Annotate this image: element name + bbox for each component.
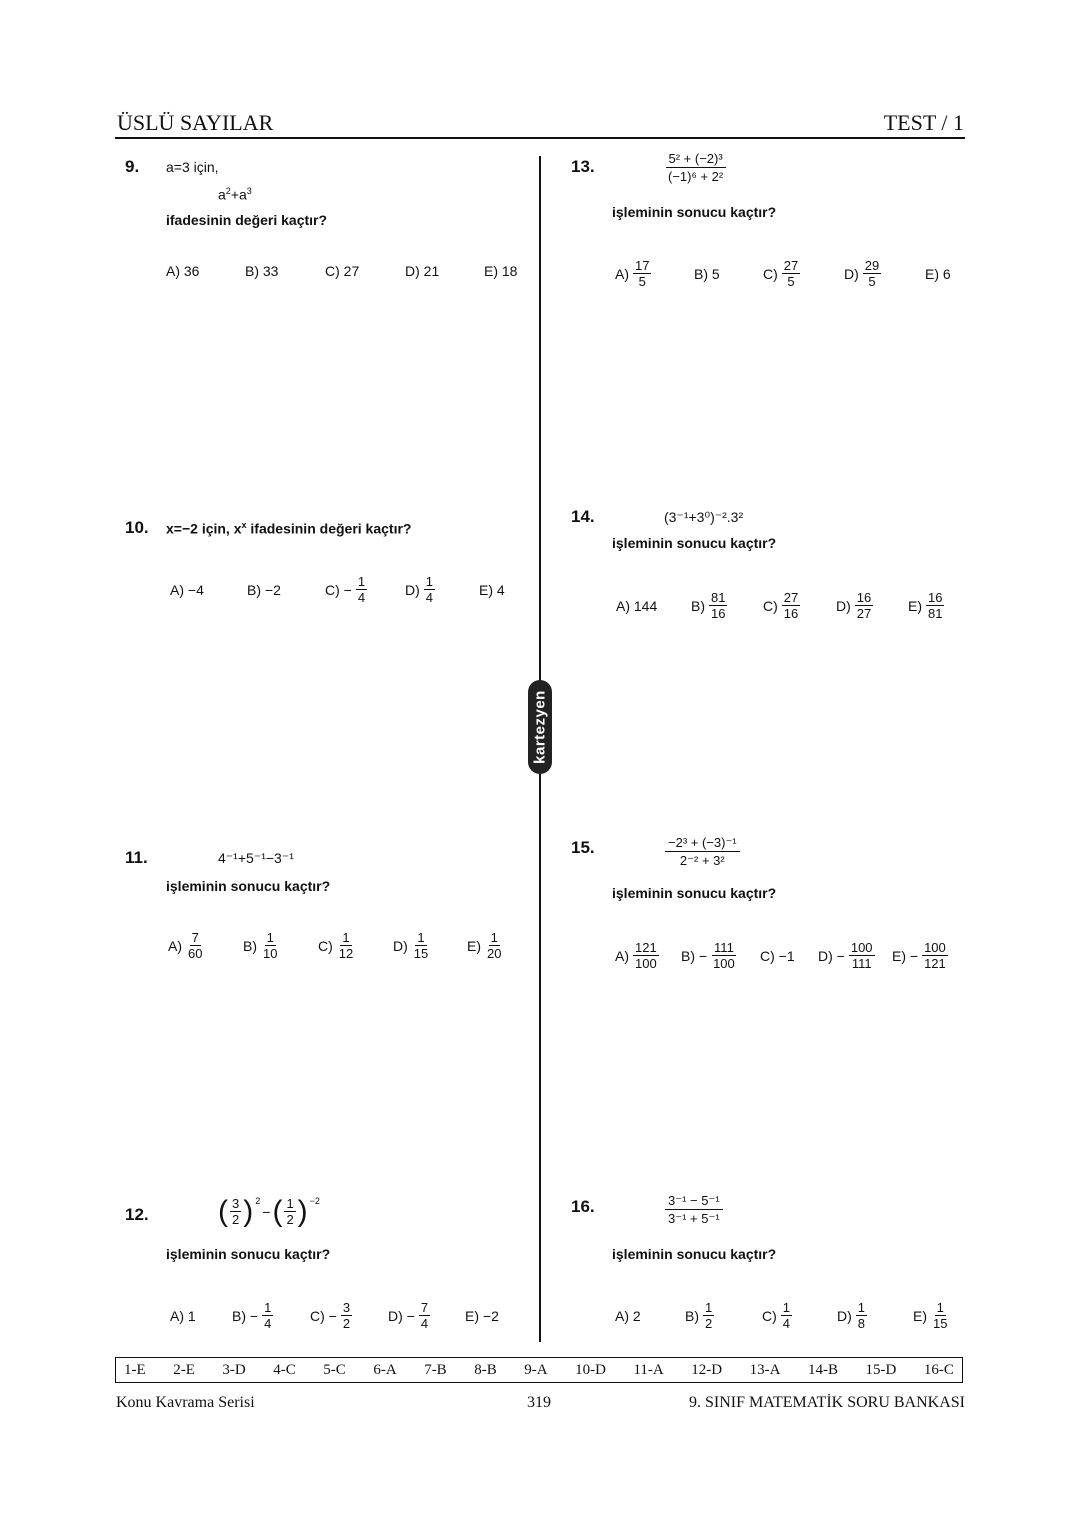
q10-option-b[interactable]: B) −2 (247, 582, 281, 598)
publisher-badge: kartezyen (528, 680, 552, 774)
q13-option-a[interactable]: A) $\frac{17}{5}$ (615, 258, 650, 289)
answer-key-item: 1-E (124, 1361, 146, 1378)
q10-option-a[interactable]: A) −4 (170, 582, 204, 598)
q15-option-d[interactable]: D) − $\frac{100}{111}$ (818, 940, 873, 971)
q10-option-c[interactable]: C) − $\frac{1}{4}$ (325, 574, 366, 605)
q12-number: 12. (125, 1205, 149, 1224)
q16-expression: $\frac{\text{3⁻¹ − 5⁻¹}}{\text{3⁻¹ + 5⁻¹}}$ (665, 1192, 723, 1227)
answer-key-item: 3-D (222, 1361, 246, 1378)
q15-option-a[interactable]: A) $\frac{121}{100}$ (615, 940, 657, 971)
q15-option-c[interactable]: C) −1 (760, 948, 795, 964)
q16-number: 16. (571, 1197, 595, 1216)
answer-key-item: 13-A (749, 1361, 781, 1378)
q13-question: işleminin sonucu kaçtır? (612, 204, 777, 220)
q9-option-a[interactable]: A) 36 (166, 263, 200, 279)
q11-option-d[interactable]: D) $\frac{1}{15}$ (393, 930, 429, 961)
q11-option-c[interactable]: C) $\frac{1}{12}$ (318, 930, 354, 961)
q12-option-b[interactable]: B) − $\frac{1}{4}$ (232, 1300, 272, 1331)
q16-question: işleminin sonucu kaçtır? (612, 1246, 777, 1262)
page-number: 319 (527, 1394, 551, 1411)
q12-option-c[interactable]: C) − $\frac{3}{2}$ (310, 1300, 351, 1331)
answer-key (115, 1357, 963, 1383)
answer-key-item: 7-B (424, 1361, 447, 1378)
header-rule (115, 137, 965, 139)
answer-key-item: 2-E (173, 1361, 195, 1378)
q13-option-b[interactable]: B) 5 (694, 266, 720, 282)
q11-option-b[interactable]: B) $\frac{1}{10}$ (243, 930, 278, 961)
q12-option-e[interactable]: E) −2 (465, 1308, 499, 1324)
answer-key-item: 15-D (865, 1361, 897, 1378)
answer-key-item: 6-A (373, 1361, 397, 1378)
q15-option-b[interactable]: B) − $\frac{111}{100}$ (681, 940, 735, 971)
q14-question: işleminin sonucu kaçtır? (612, 535, 777, 551)
answer-key-item: 4-C (273, 1361, 296, 1378)
q16-option-a[interactable]: A) 2 (615, 1308, 641, 1324)
q15-question: işleminin sonucu kaçtır? (612, 885, 777, 901)
answer-key-item: 12-D (691, 1361, 723, 1378)
q11-question: işleminin sonucu kaçtır? (166, 878, 331, 894)
q9-option-e[interactable]: E) 18 (484, 263, 518, 279)
answer-key-item: 5-C (323, 1361, 346, 1378)
q12-expression: ( $\frac{3}{2}$ ) $^2$ − ( $\frac{1}{2}$ ) $^{-2}$ (218, 1194, 320, 1228)
q9-option-b[interactable]: B) 33 (245, 263, 279, 279)
q14-option-a[interactable]: A) 144 (616, 598, 658, 614)
q12-option-d[interactable]: D) − $\frac{7}{4}$ (388, 1300, 429, 1331)
q13-expression: $\frac{\text{5² + (−2)³}}{\text{(−1)⁶ + 2²}}$ (665, 150, 726, 185)
q9-expression: $a^2+a^3$ (218, 186, 252, 203)
q13-option-e[interactable]: E) 6 (925, 266, 951, 282)
q12-option-a[interactable]: A) 1 (170, 1308, 196, 1324)
q13-number: 13. (571, 157, 595, 176)
q16-option-b[interactable]: B) $\frac{1}{2}$ (685, 1300, 713, 1331)
footer-series: Konu Kavrama Serisi (116, 1394, 255, 1411)
q9-option-d[interactable]: D) 21 (405, 263, 440, 279)
q15-number: 15. (571, 838, 595, 857)
q10-option-e[interactable]: E) 4 (479, 582, 505, 598)
q9-number: 9. (125, 157, 140, 176)
answer-key-item: 8-B (474, 1361, 497, 1378)
header-test: TEST / 1 (883, 110, 964, 135)
q10-number: 10. (125, 518, 149, 537)
q16-option-d[interactable]: D) $\frac{1}{8}$ (837, 1300, 866, 1331)
q14-expression: (3⁻¹+3⁰)⁻².3² (664, 509, 744, 525)
q15-expression: $\frac{\text{−2³ + (−3)⁻¹}}{\text{2⁻² + 3²}}$ (665, 834, 740, 869)
q9-option-c[interactable]: C) 27 (325, 263, 360, 279)
q11-number: 11. (125, 848, 148, 867)
q12-question: işleminin sonucu kaçtır? (166, 1246, 331, 1262)
q13-option-c[interactable]: C) $\frac{27}{5}$ (763, 258, 799, 289)
q14-option-e[interactable]: E) $\frac{16}{81}$ (908, 590, 943, 621)
q14-option-c[interactable]: C) $\frac{27}{16}$ (763, 590, 799, 621)
q14-option-d[interactable]: D) $\frac{16}{27}$ (836, 590, 872, 621)
q11-expression: 4⁻¹+5⁻¹−3⁻¹ (218, 850, 294, 866)
q10-question: x=−2 için, $x^x$ ifadesinin değeri kaçtır? (166, 520, 412, 537)
q13-option-d[interactable]: D) $\frac{29}{5}$ (844, 258, 880, 289)
header-title: ÜSLÜ SAYILAR (117, 110, 274, 135)
q14-option-b[interactable]: B) $\frac{81}{16}$ (691, 590, 726, 621)
answer-key-item: 16-C (923, 1361, 954, 1378)
q11-option-e[interactable]: E) $\frac{1}{20}$ (467, 930, 502, 961)
q14-number: 14. (571, 507, 595, 526)
footer-book-title: 9. SINIF MATEMATİK SORU BANKASI (688, 1394, 965, 1411)
q16-option-e[interactable]: E) $\frac{1}{15}$ (913, 1300, 948, 1331)
q10-option-d[interactable]: D) $\frac{1}{4}$ (405, 574, 434, 605)
answer-key-item: 14-B (808, 1361, 838, 1378)
answer-key-item: 10-D (575, 1361, 606, 1378)
answer-key-item: 11-A (633, 1361, 664, 1378)
q11-option-a[interactable]: A) $\frac{7}{60}$ (168, 930, 203, 961)
q9-given: a=3 için, (166, 159, 219, 175)
q9-question: ifadesinin değeri kaçtır? (166, 212, 328, 228)
q16-option-c[interactable]: C) $\frac{1}{4}$ (762, 1300, 791, 1331)
q15-option-e[interactable]: E) − $\frac{100}{121}$ (892, 940, 946, 971)
answer-key-item: 9-A (524, 1361, 548, 1378)
